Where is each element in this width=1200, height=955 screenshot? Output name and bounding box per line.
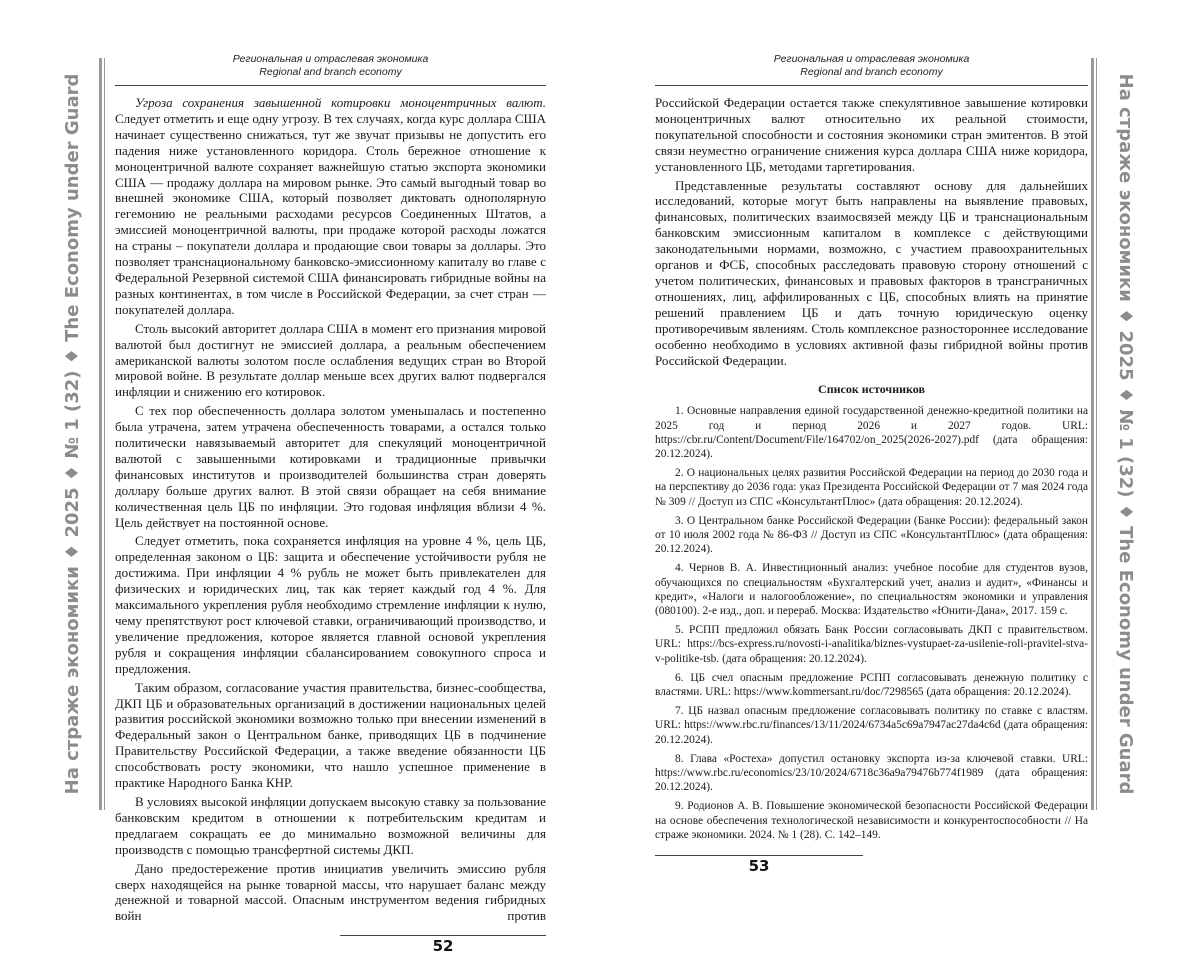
page-left [115,53,546,955]
reference-item: 8. Глава «Ростеха» допустил остановку экспорта из-за ключевой ставки. URL: https://www.rbc.ru/economics/23/10/2024/6718c36a9a79476b774f1989 (дата обращения: 20.12.2024). [655,752,1088,795]
running-header-en: Regional and branch economy [655,66,1088,79]
references-title: Список источников [655,382,1088,397]
paragraph: Следует отметить, пока сохраняется инфляция на уровне 4 %, цель ЦБ, определенная законом о ЦБ: защита и обеспечение устойчивости рубля не достижима. При инфляции 4 % рубль не может быть привлекателен для физических и юридических лиц, так как теряет каждый год 4 %. Для максимального укрепления рубля необходимо стремление инфляции к нулю, чему препятствуют рост ключевой ставки, ограничивающий производство, и увеличение предложения, которое является главной основой укрепления рубля и сокращения инфляции сбалансированием совокупного спроса и предложения. [115,533,546,676]
journal-spine-text-right: На страже экономики ♦ 2025 ♦ № 1 (32) ♦ The Economy under Guard [1114,58,1136,810]
footer-rule [340,935,546,936]
reference-item: 4. Чернов В. А. Инвестиционный анализ: учебное пособие для студентов вузов, обучающихся по специальностям «Бухгалтерский учет, анализ и аудит», «Финансы и кредит», «Налоги и налогообложение», по специальностям экономики и управления (080100). 2-е изд., доп. и перераб. Москва: Издательство «Юнити-Дана», 2017. 159 с. [655,561,1088,618]
reference-item: 2. О национальных целях развития Российской Федерации на период до 2030 года и на перспективу до 2036 года: указ Президента Российской Федерации от 7 мая 2024 года № 309 // Доступ из СПС «КонсультантПлюс» (дата обращения: 20.12.2024). [655,466,1088,509]
running-header-left [115,53,546,86]
page-number: 52 [340,937,546,955]
paragraph: Дано предостережение против инициатив увеличить эмиссию рубля сверх находящейся на рынке товарной массы, что нарушает баланс между денежной и товарной массой. Опасным инструментом ведения гибридных войн против [115,861,546,925]
paragraph-text: Следует отметить и еще одну угрозу. В тех случаях, когда курс доллара США начинает существенно снижаться, тут же звучат призывы не допустить его падения ниже установленного коридора. Столь бережное отношение к моноцентричной валюте сохраняет важнейшую статью экспорта экономики США — продажу доллара на мировом рынке. Это самый выгодный товар во внешней экономике США, который позволяет диктовать однополярную гегемонию не реальными расходами ресурсов Соединенных Штатов, а эмиссией моноцентричной валюты, при продаже которой расходы ложатся на страны – покупатели доллара и продающие свои товары за доллары. Это позволяет транснациональному банковско-эмиссионному капиталу во главе с Федеральной Резервной системой США финансировать гибридные войны на разных континентах, в том числе в Российской Федерации, за счет стран — покупателей доллара. [115,111,546,317]
running-header-ru: Региональная и отраслевая экономика [655,53,1088,66]
reference-item: 3. О Центральном банке Российской Федерации (Банке России): федеральный закон от 10 июля 2002 года № 86-ФЗ // Доступ из СПС «КонсультантПлюс» (дата обращения: 20.12.2024). [655,514,1088,557]
spine-divider-right [1091,58,1098,810]
paragraph: Таким образом, согласование участия правительства, бизнес-сообщества, ДКП ЦБ и образовательных организаций в достижении национальных целей развития российской экономики возможно только при внесении изменений в Федеральный закон о Центральном банке, приводящих ЦБ в подчинение Правительству Российской Федерации, а также введение обязанности ЦБ способствовать росту экономики, что нашло успешное применение в практике Народного Банка КНР. [115,680,546,791]
paragraph-lead-italic: Угроза сохранения завышенной котировки моноцентричных валют. [135,95,546,110]
reference-item: 1. Основные направления единой государственной денежно-кредитной политики на 2025 год и период 2026 и 2027 годов. URL: https://cbr.ru/Content/Document/File/164702/on_2025(2026-2027).pdf (дата обращения: 20.12.2024). [655,404,1088,461]
paragraph: Представленные результаты составляют основу для дальнейших исследований, которые могут быть направлены на выявление правовых, финансовых, политических взаимосвязей между ЦБ и транснациональным банковским эмиссионным капиталом в комплексе с действующими законодательными нормами, возможно, с участием правоохранительных органов и ФСБ, способных расследовать правовую сторону отношений с учетом политических, финансовых и правовых факторов в трансграничных отношениях, лиц, аффилированных с ЦБ, способных влиять на принятие решений правлением ЦБ и дать точную юридическую оценку противоречивым явлениям. Столь комплексное разностороннее исследование особенно необходимо в условиях активной фазы гибридной войны против Российской Федерации. [655,178,1088,369]
paragraph: Столь высокий авторитет доллара США в момент его признания мировой валютой был достигнут не эмиссией доллара, а реальным обеспечением американской валюты золотом после ослабления ведущих стран во Второй мировой войне. В результате доллар меньше всех других валют подвергался инфляции и снижению его котировок. [115,321,546,401]
running-header-ru: Региональная и отраслевая экономика [115,53,546,66]
paragraph [115,95,546,318]
paragraph: С тех пор обеспеченность доллара золотом уменьшалась и постепенно была утрачена, затем утрачена обеспеченность товарами, а остался только политически навязываемый авторитет для спекуляций моноцентричной валютой с завышенными котировками и традиционные привычки финансовых институтов и производителей большинства стран доверять доллару больше других валют. В этой связи обращает на себя внимание количественная цель ЦБ по инфляции. Это годовая инфляция вблизи 4 %. Цель действует на постоянной основе. [115,403,546,530]
journal-spine-text-left: На страже экономики ♦ 2025 ♦ № 1 (32) ♦ The Economy under Guard [62,58,84,810]
page-number: 53 [655,857,863,875]
paragraph: Российской Федерации остается также спекулятивное завышение котировки моноцентричных валют относительно их реальной стоимости, покупательной способности и состояния экономики стран эмитентов. В этой связи неуместно ограничение снижения курса доллара США ниже коридора, установленного ЦБ, методами таргетирования. [655,95,1088,175]
running-header-right [655,53,1088,86]
body-text-right [655,95,1088,847]
reference-item: 9. Родионов А. В. Повышение экономической безопасности Российской Федерации на основе обеспечения технологической независимости и конкурентоспособности // На страже экономики. 2024. № 1 (28). С. 142–149. [655,799,1088,842]
body-text-left [115,95,546,927]
reference-item: 7. ЦБ назвал опасным предложение согласовывать политику по ставке с властям. URL: https://www.rbc.ru/finances/13/11/2024/6734a5c69a7947ac27da4c6d (дата обращения: 20.12.2024). [655,704,1088,747]
running-header-en: Regional and branch economy [115,66,546,79]
page-footer-left [340,935,546,955]
footer-rule [655,855,863,856]
reference-item: 5. РСПП предложил обязать Банк России согласовывать ДКП с правительством. URL: https://bcs-express.ru/novosti-i-analitika/biznes-vystupaet-za-usilenie-roli-pravitel-stva-v-politike-tsb. (дата обращения: 20.12.2024). [655,623,1088,666]
page-right [655,53,1088,875]
spine-divider-left [99,58,106,810]
reference-item: 6. ЦБ счел опасным предложение РСПП согласовывать денежную политику с властями. URL: https://www.kommersant.ru/doc/7298565 (дата обращения: 20.12.2024). [655,671,1088,699]
references-list [655,404,1088,842]
paragraph: В условиях высокой инфляции допускаем высокую ставку за пользование банковским кредитом в отношении к потребительским кредитам и предлагаем сокращать ее до минимально возможной величины для производств с помощью трансфертной системы ДКП. [115,794,546,858]
page-footer-right [655,855,863,875]
